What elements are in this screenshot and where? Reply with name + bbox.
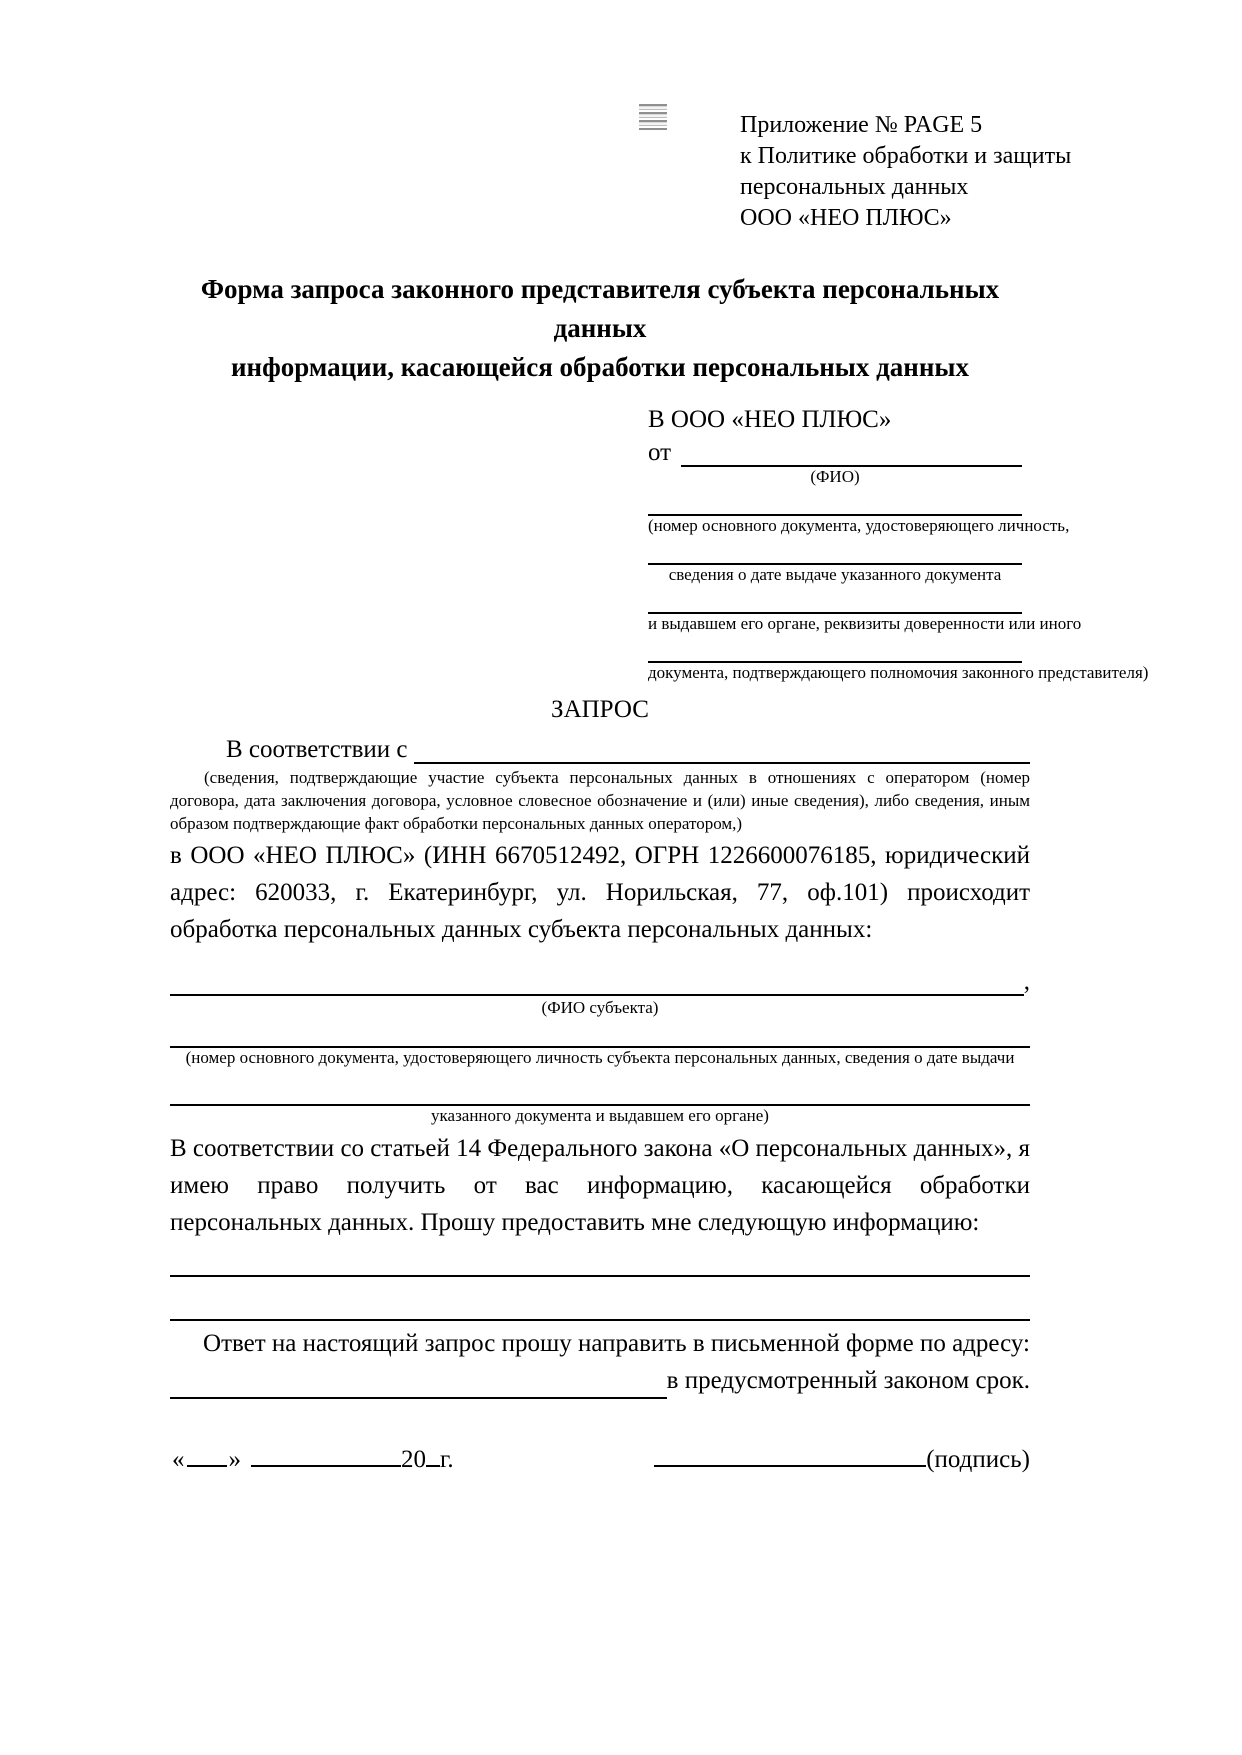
date-day-blank [187, 1465, 227, 1467]
representative-doc-caption-1: (номер основного документа, удостоверяющего личность, [648, 516, 1070, 535]
accordance-line [170, 736, 1030, 764]
date-month-blank [251, 1465, 401, 1467]
representative-doc-caption-2: сведения о дате выдаче указанного документа [668, 565, 1002, 584]
date-quote-close: » [228, 1446, 241, 1473]
subject-doc-caption-2: указанного документа и выдавшем его органе) [431, 1106, 769, 1125]
representative-doc-caption-4: документа, подтверждающего полномочия законного представителя) [648, 663, 1149, 682]
from-prefix: от [648, 439, 672, 466]
date-group [170, 1445, 454, 1475]
date-signature-row [170, 1445, 1030, 1475]
accordance-blank [414, 762, 1030, 764]
date-year-prefix: 20 [401, 1446, 426, 1473]
appendix-header [740, 110, 1071, 234]
article14-paragraph: В соответствии со статьей 14 Федерального закона «О персональных данных», я имею право получить от вас информацию, касающейся обработки персональных данных. Прошу предоставить мне следующую информацию: [170, 1135, 1030, 1236]
subject-fio-blank [170, 994, 1024, 996]
document-title-line1: Форма запроса законного представителя субъекта персональных данных [200, 274, 1000, 343]
signature-caption: (подпись) [926, 1446, 1030, 1473]
representative-doc-blank-3 [648, 584, 1022, 614]
appendix-number-line: Приложение № PAGE 5 [740, 112, 983, 138]
document-title-line2: информации, касающейся обработки персональных данных [231, 352, 969, 382]
signature-group [654, 1445, 1030, 1475]
subject-doc-blank-1 [170, 1018, 1030, 1048]
subject-fio-line [170, 968, 1030, 996]
signature-blank [654, 1465, 926, 1467]
from-line [648, 439, 1022, 467]
date-quote-open: « [172, 1446, 185, 1473]
appendix-company-line: ООО «НЕО ПЛЮС» [740, 205, 952, 231]
reply-term-text: в предусмотренный законом срок. [666, 1367, 1030, 1394]
representative-doc-blank-1 [648, 486, 1022, 516]
subject-fio-comma: , [1023, 968, 1030, 995]
accordance-prefix: В соответствии с [226, 736, 408, 763]
subject-doc-caption-1: (номер основного документа, удостоверяющего личность субъекта персональных данных, сведения о дате выдачи [185, 1048, 1015, 1067]
requested-info-blank-1 [170, 1241, 1030, 1277]
addressee-company: В ООО «НЕО ПЛЮС» [648, 406, 892, 433]
request-heading: ЗАПРОС [551, 696, 649, 723]
appendix-policy-line: к Политике обработки и защиты [740, 143, 1072, 169]
addressee-block [648, 403, 1149, 682]
subject-fio-caption: (ФИО субъекта) [541, 998, 659, 1017]
date-year-suffix: г. [440, 1446, 454, 1473]
fio-caption: (ФИО) [810, 467, 860, 486]
reply-address-line: Ответ на настоящий запрос прошу направить в письменной форме по адресу: [203, 1330, 1030, 1357]
subject-doc-blank-2 [170, 1068, 1030, 1106]
accordance-fine-print: (сведения, подтверждающие участие субъекта персональных данных в отношениях с оператором (номер договора, дата заключения договора, условное словесное обозначение и (или) иные сведения), либо сведения, иным образом подтверждающие факт обработки персональных данных оператором,) [170, 768, 1030, 833]
representative-doc-caption-3: и выдавшем его органе, реквизиты доверенности или иного [648, 614, 1082, 633]
reply-address-blank [170, 1397, 667, 1399]
appendix-data-line: персональных данных [740, 174, 969, 200]
embedded-text-lines-icon [639, 104, 667, 130]
requested-info-blank-2 [170, 1277, 1030, 1321]
operator-paragraph: в ООО «НЕО ПЛЮС» (ИНН 6670512492, ОГРН 1226600076185, юридический адрес: 620033, г. Екатеринбург, ул. Норильская, 77, оф.101) происходит обработка персональных данных субъекта персональных данных: [170, 842, 1030, 943]
reply-term-line [170, 1362, 1030, 1399]
date-year-blank [426, 1465, 440, 1467]
representative-doc-blank-2 [648, 535, 1022, 565]
representative-doc-blank-4 [648, 633, 1022, 663]
